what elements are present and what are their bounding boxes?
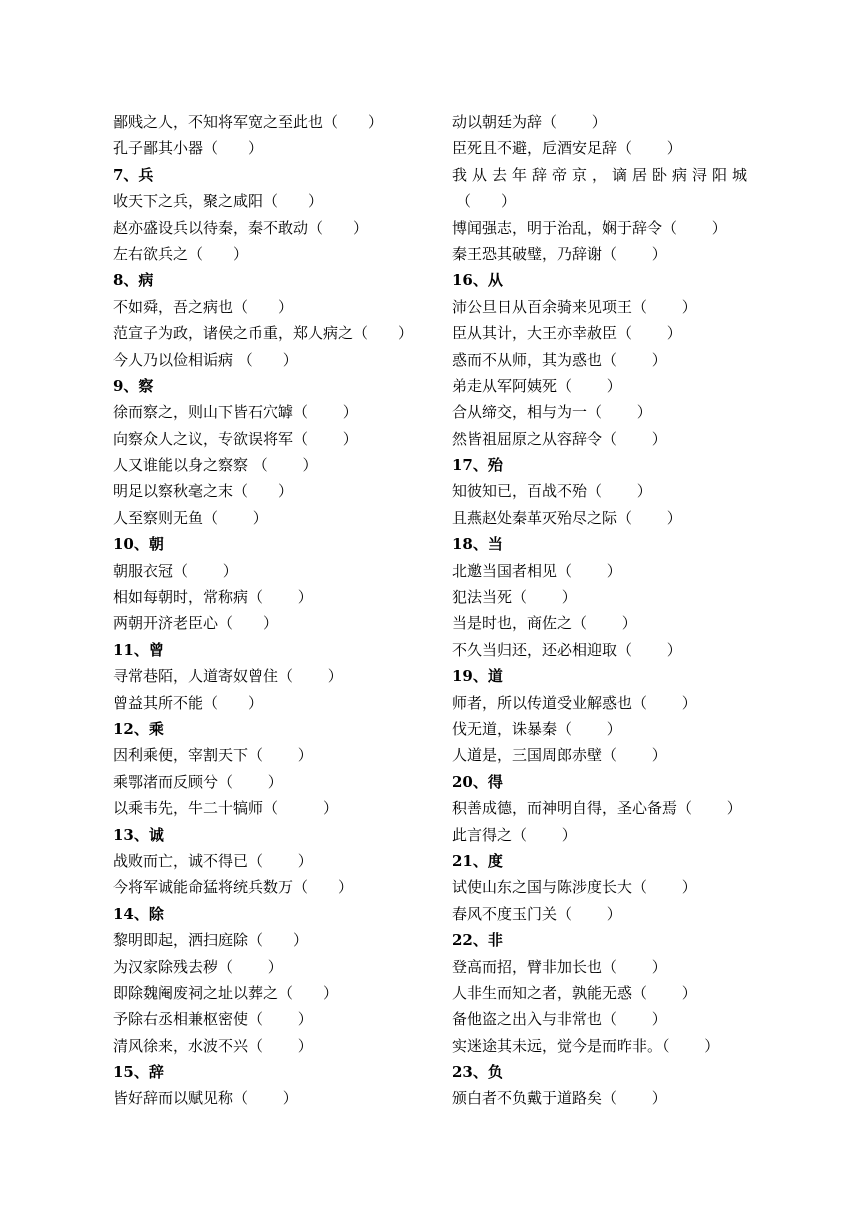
section-heading: 7、兵: [113, 165, 154, 184]
question-item: 沛公旦日从百余骑来见项王（ ）: [452, 297, 697, 316]
question-item: 乘鄂渚而反顾兮（ ）: [113, 772, 283, 791]
question-item: 孔子鄙其小器（ ）: [113, 139, 264, 158]
section-heading: 10、朝: [113, 535, 164, 554]
question-item: 积善成德，而神明自得，圣心备焉（ ）: [452, 799, 742, 818]
question-item: 寻常巷陌，人道寄奴曾住（ ）: [113, 667, 343, 686]
section-heading: 17、殆: [452, 456, 503, 475]
question-item: 伐无道，诛暴秦（ ）: [452, 719, 622, 738]
section-heading: 18、当: [452, 535, 503, 554]
question-item: 相如每朝时，常称病（ ）: [113, 588, 313, 607]
question-item: 北邀当国者相见（ ）: [452, 561, 622, 580]
question-item: 黎明即起，洒扫庭除（ ）: [113, 931, 309, 950]
question-item: 备他盗之出入与非常也（ ）: [452, 1010, 667, 1029]
question-item: 向察众人之议，专欲误将军（ ）: [113, 429, 358, 448]
section-heading: 23、负: [452, 1063, 503, 1082]
question-item: 且燕赵处秦革灭殆尽之际（ ）: [452, 508, 682, 527]
question-item: 春风不度玉门关（ ）: [452, 904, 622, 923]
left-column: [113, 109, 423, 1112]
question-item: 予除右丞相兼枢密使（ ）: [113, 1010, 313, 1029]
right-column: [452, 109, 762, 1112]
question-item: 人非生而知之者，孰能无惑（ ）: [452, 983, 697, 1002]
question-item: 因利乘便，宰割天下（ ）: [113, 746, 313, 765]
question-item: 臣死且不避，卮酒安足辞（ ）: [452, 139, 682, 158]
question-item: 为汉家除残去秽（ ）: [113, 957, 283, 976]
question-item: 人道是，三国周郎赤壁（ ）: [452, 746, 667, 765]
question-item: 秦王恐其破璧，乃辞谢（ ）: [452, 244, 667, 263]
question-item: 我从去年辞帝京，谪居卧病浔阳城: [452, 165, 753, 184]
question-item: 实迷途其未远，觉今是而昨非。（ ）: [452, 1036, 720, 1055]
section-heading: 21、度: [452, 851, 503, 870]
question-item: 臣从其计，大王亦幸赦臣（ ）: [452, 324, 682, 343]
question-item: 然皆祖屈原之从容辞令（ ）: [452, 429, 667, 448]
section-heading: 22、非: [452, 931, 503, 950]
question-item: 登高而招，臂非加长也（ ）: [452, 957, 667, 976]
question-item: 博闻强志，明于治乱，娴于辞令（ ）: [452, 218, 727, 237]
question-item: 今将军诚能命猛将统兵数万（ ）: [113, 878, 354, 897]
question-item: 左右欲兵之（ ）: [113, 244, 249, 263]
section-heading: 11、曾: [113, 640, 164, 659]
question-item: 人至察则无鱼（ ）: [113, 508, 268, 527]
question-item: 战败而亡，诚不得已（ ）: [113, 851, 313, 870]
question-item: 徐而察之，则山下皆石穴罅（ ）: [113, 403, 358, 422]
question-item: 犯法当死（ ）: [452, 588, 577, 607]
question-item: 颁白者不负戴于道路矣（ ）: [452, 1089, 667, 1108]
question-item: 动以朝廷为辞（ ）: [452, 113, 607, 131]
question-item: 此言得之（ ）: [452, 825, 577, 844]
question-item: 试使山东之国与陈涉度长大（ ）: [452, 878, 697, 897]
question-item: 人又谁能以身之察察 （ ）: [113, 456, 318, 475]
section-heading: 14、除: [113, 904, 164, 923]
question-item: 皆好辞而以赋见称（ ）: [113, 1089, 298, 1108]
question-item: 以乘韦先，牛二十犒师（ ）: [113, 799, 339, 818]
question-item: 知彼知已，百战不殆（ ）: [452, 482, 652, 501]
question-item: 鄙贱之人，不知将军宽之至此也（ ）: [113, 113, 384, 131]
question-item: 即除魏阉废祠之址以葬之（ ）: [113, 983, 339, 1002]
section-heading: 9、察: [113, 376, 154, 395]
question-item: 清风徐来，水波不兴（ ）: [113, 1036, 313, 1055]
question-item: 惑而不从师，其为惑也（ ）: [452, 350, 667, 369]
section-heading: 16、从: [452, 271, 503, 290]
question-item: 今人乃以俭相诟病 （ ）: [113, 350, 298, 369]
section-heading: 15、辞: [113, 1063, 164, 1082]
question-item: 合从缔交，相与为一（ ）: [452, 403, 652, 422]
section-heading: 20、得: [452, 772, 503, 791]
section-heading: 19、道: [452, 667, 503, 686]
question-item: 明足以察秋毫之末（ ）: [113, 482, 294, 501]
question-item: 两朝开济老臣心（ ）: [113, 614, 279, 633]
section-heading: 12、乘: [113, 719, 164, 738]
question-item: 弟走从军阿姨死（ ）: [452, 376, 622, 395]
question-item: （ ）: [456, 192, 517, 211]
question-item: 不久当归还，还必相迎取（ ）: [452, 640, 682, 659]
question-item: 不如舜，吾之病也（ ）: [113, 297, 294, 316]
question-item: 收天下之兵，聚之咸阳（ ）: [113, 192, 324, 211]
section-heading: 13、诚: [113, 825, 164, 844]
question-item: 朝服衣冠（ ）: [113, 561, 238, 580]
question-item: 赵亦盛设兵以待秦，秦不敢动（ ）: [113, 218, 369, 237]
question-item: 曾益其所不能（ ）: [113, 693, 264, 712]
question-item: 师者，所以传道受业解惑也（ ）: [452, 693, 697, 712]
section-heading: 8、病: [113, 271, 154, 290]
question-item: 范宣子为政，诸侯之币重，郑人病之（ ）: [113, 324, 414, 343]
question-item: 当是时也，商佐之（ ）: [452, 614, 637, 633]
